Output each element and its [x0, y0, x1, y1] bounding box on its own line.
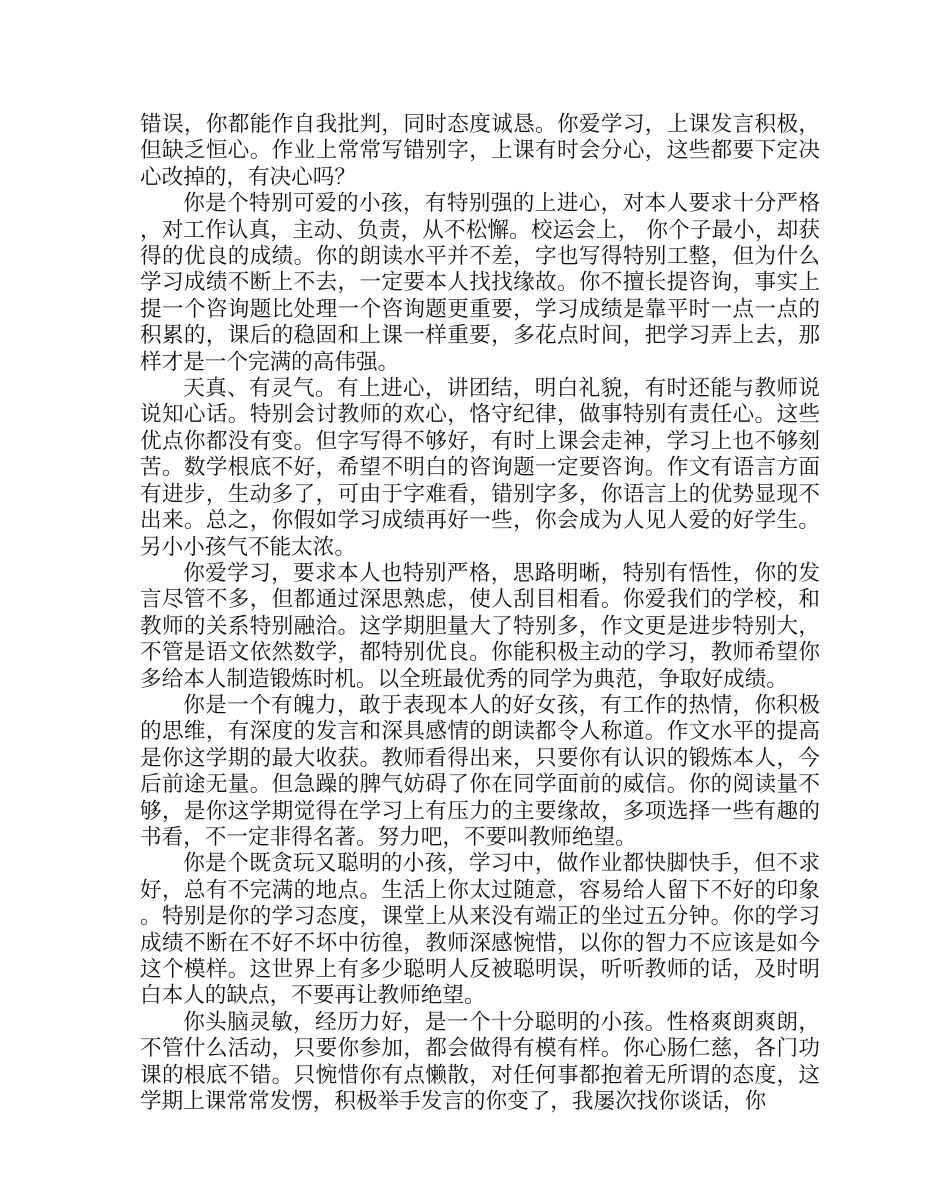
- paragraph: 天真、有灵气。有上进心，讲团结，明白礼貌，有时还能与教师说说知心话。特别会讨教师的欢心，恪守纪律，做事特别有责任心。这些优点你都没有变。但字写得不够好，有时上课会走神，学习上也不够刻苦。数学根底不好，希望不明白的咨询题一定要咨询。作文有语言方面有进步，生动多了，可由于字难看，错别字多，你语言上的优势显现不出来。总之，你假如学习成绩再好一些，你会成为人见人爱的好学生。另小小孩气不能太浓。: [140, 376, 820, 560]
- paragraph: 你是个既贪玩又聪明的小孩，学习中，做作业都快脚快手，但不求好，总有不完满的地点。生活上你太过随意，容易给人留下不好的印象。特别是你的学习态度，课堂上从来没有端正的坐过五分钟。你的学习成绩不断在不好不坏中彷徨，教师深感惋惜，以你的智力不应该是如今这个模样。这世界上有多少聪明人反被聪明误，听听教师的话，及时明白本人的缺点，不要再让教师绝望。: [140, 851, 820, 1009]
- paragraph: 你爱学习，要求本人也特别严格，思路明晰，特别有悟性，你的发言尽管不多，但都通过深思熟虑，使人刮目相看。你爱我们的学校，和教师的关系特别融洽。这学期胆量大了特别多，作文更是进步特别大，不管是语文依然数学，都特别优良。你能积极主动的学习，教师希望你多给本人制造锻炼时机。以全班最优秀的同学为典范，争取好成绩。: [140, 560, 820, 692]
- paragraph: 你是个特别可爱的小孩，有特别强的上进心，对本人要求十分严格，对工作认真，主动、负责，从不松懈。校运会上， 你个子最小，却获得的优良的成绩。你的朗读水平并不差，字也写得特别工整，但为什么学习成绩不断上不去，一定要本人找找缘故。你不擅长提咨询，事实上提一个咨询题比处理一个咨询题更重要，学习成绩是靠平时一点一点的积累的，课后的稳固和上课一样重要，多花点时间，把学习弄上去，那样才是一个完满的高伟强。: [140, 191, 820, 375]
- paragraph: 你头脑灵敏，经历力好，是一个十分聪明的小孩。性格爽朗爽朗，不管什么活动，只要你参加，都会做得有模有样。你心肠仁慈，各门功课的根底不错。只惋惜你有点懒散，对任何事都抱着无所谓的态度，这学期上课常常发愣，积极举手发言的你变了，我屡次找你谈话，你: [140, 1009, 820, 1115]
- paragraph-continued: 错误，你都能作自我批判，同时态度诚恳。你爱学习，上课发言积极，但缺乏恒心。作业上常常写错别字，上课有时会分心，这些都要下定决心改掉的，有决心吗？: [140, 112, 820, 190]
- document-body: [140, 112, 820, 1115]
- paragraph: 你是一个有魄力，敢于表现本人的好女孩，有工作的热情，你积极的思维，有深度的发言和深具感情的朗读都令人称道。作文水平的提高是你这学期的最大收获。教师看得出来，只要你有认识的锻炼本人，今后前途无量。但急躁的脾气妨碍了你在同学面前的威信。你的阅读量不够，是你这学期觉得在学习上有压力的主要缘故，多项选择一些有趣的书看，不一定非得名著。努力吧，不要叫教师绝望。: [140, 692, 820, 850]
